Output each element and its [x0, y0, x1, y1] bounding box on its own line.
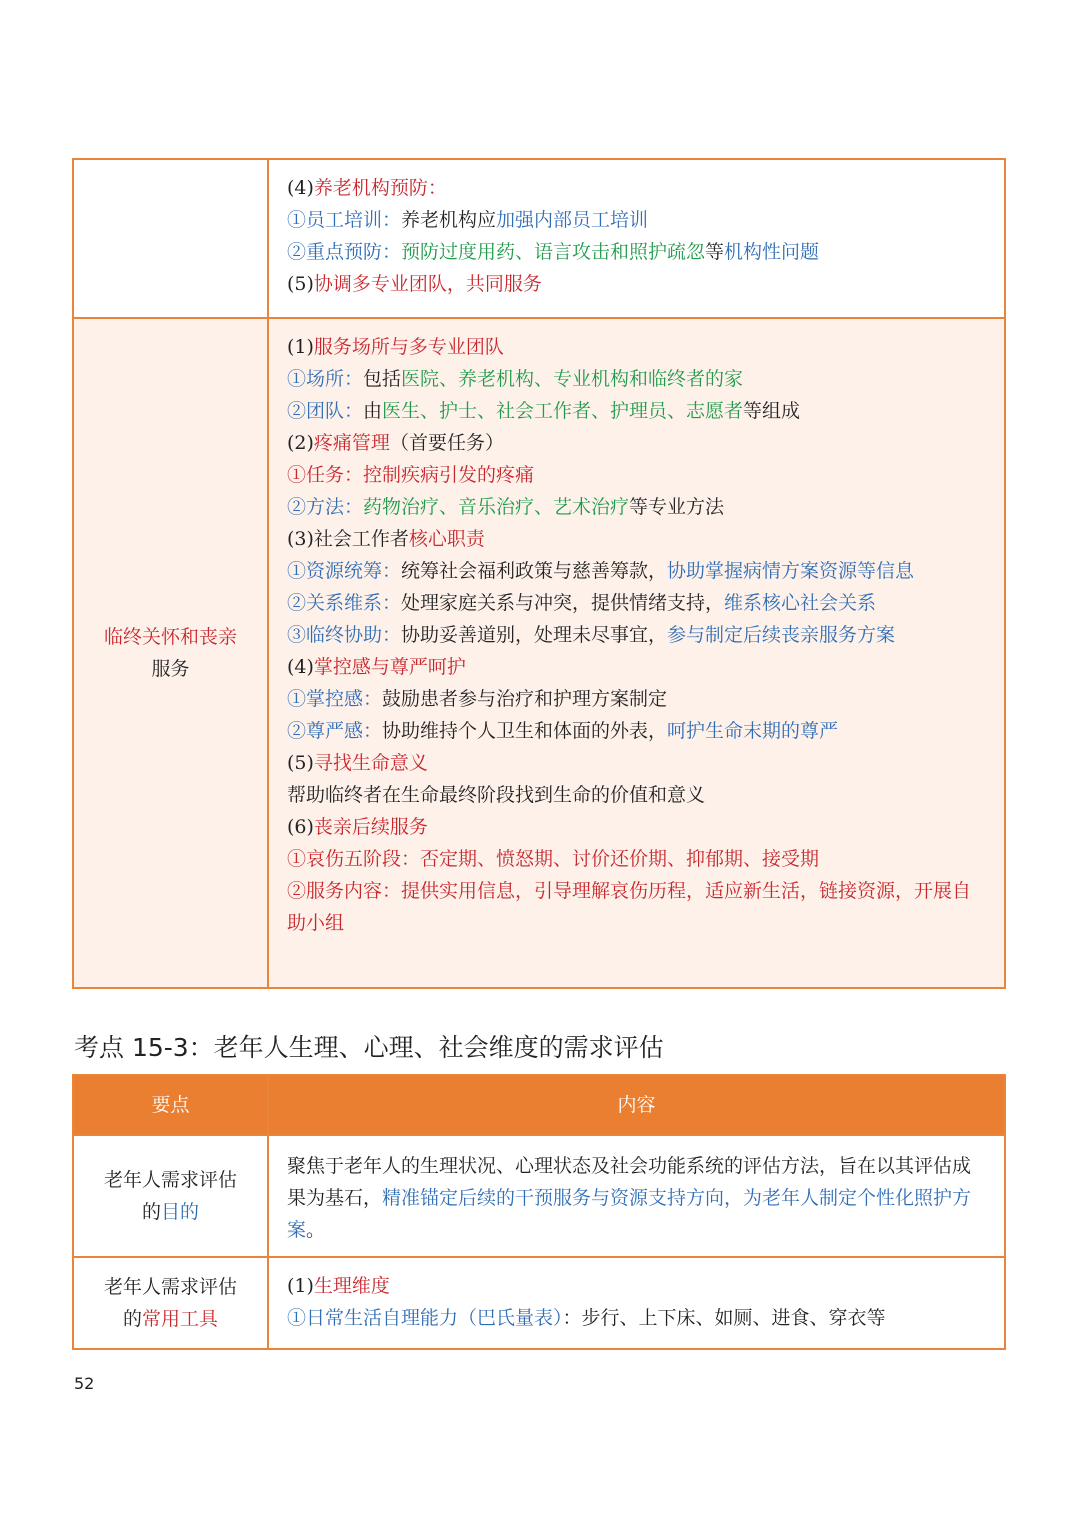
- text-segment: 医院、养老机构、专业机构和临终者的家: [401, 368, 744, 390]
- text-segment: 聚焦于老年人的生理状况、心理状态及社会功能系统的评估方法，旨在以其评估成果为基石，: [287, 1155, 972, 1209]
- text-segment: （首要任务）: [389, 432, 504, 454]
- text-segment: 生理维度: [313, 1275, 390, 1297]
- text-segment: ②服务内容：提供实用信息，引导理解哀伤历程，适应新生活，链接资源，开展自助小组: [287, 880, 972, 934]
- row-label: [74, 1258, 269, 1348]
- content-line: [287, 491, 986, 523]
- text-segment: 疼痛管理: [313, 432, 390, 454]
- content-line: [287, 587, 986, 619]
- row-content: [269, 1258, 1004, 1348]
- row-label: [74, 1136, 269, 1256]
- content-line: [287, 363, 986, 395]
- text-segment: 处理家庭关系与冲突，提供情绪支持，: [401, 592, 725, 614]
- row-label: [74, 319, 269, 987]
- text-segment: 包括: [363, 368, 402, 390]
- text-segment: 等组成: [743, 400, 801, 422]
- text-segment: ①资源统筹：: [287, 560, 402, 582]
- text-segment: 。: [306, 1219, 326, 1241]
- text-segment: 机构性问题: [724, 241, 820, 263]
- content-line: [287, 459, 986, 491]
- text-segment: (2): [287, 432, 314, 454]
- content-line: [287, 1270, 986, 1302]
- content-line: [287, 843, 986, 875]
- text-segment: ①场所：: [287, 368, 364, 390]
- text-segment: (4): [287, 177, 314, 199]
- content-line: [287, 395, 986, 427]
- text-segment: ②关系维系：: [287, 592, 402, 614]
- row-label-text: 老年人需求评估: [103, 1276, 237, 1298]
- text-segment: 掌控感与尊严呵护: [313, 656, 466, 678]
- text-segment: 由: [363, 400, 383, 422]
- content-line: [287, 555, 986, 587]
- table-row-hospice-bereavement: [74, 317, 1004, 987]
- text-segment: (5): [287, 273, 314, 295]
- content-line: [287, 875, 986, 939]
- text-segment: 养老机构预防：: [313, 177, 447, 199]
- row-label: [74, 160, 269, 317]
- text-segment: 协调多专业团队，共同服务: [313, 273, 542, 295]
- text-segment: 丧亲后续服务: [313, 816, 428, 838]
- content-line: [287, 172, 986, 204]
- text-segment: 精准锚定后续的干预服务与资源支持方向，为老年人制定个性化照护方案: [287, 1187, 972, 1241]
- content-line: [287, 1150, 986, 1246]
- text-segment: 参与制定后续丧亲服务方案: [667, 624, 896, 646]
- text-segment: ①掌控感：: [287, 688, 383, 710]
- text-segment: 鼓励患者参与治疗和护理方案制定: [382, 688, 668, 710]
- text-segment: 寻找生命意义: [313, 752, 428, 774]
- content-line: [287, 204, 986, 236]
- text-segment: ：步行、上下床、如厕、进食、穿衣等: [562, 1307, 886, 1329]
- text-segment: 呵护生命末期的尊严: [667, 720, 839, 742]
- text-segment: 维系核心社会关系: [724, 592, 877, 614]
- text-segment: ①任务：: [287, 464, 364, 486]
- content-line: [287, 236, 986, 268]
- text-segment: 药物治疗、音乐治疗、艺术治疗: [363, 496, 630, 518]
- text-segment: 养老机构应: [401, 209, 497, 231]
- content-line: [287, 715, 986, 747]
- needs-assessment-table: [72, 1074, 1006, 1350]
- content-line: [287, 427, 986, 459]
- text-segment: 服务场所与多专业团队: [313, 336, 504, 358]
- content-line: [287, 268, 986, 300]
- text-segment: (4): [287, 656, 314, 678]
- text-segment: 预防过度用药、语言攻击和照护疏忽: [401, 241, 706, 263]
- content-line: [287, 811, 986, 843]
- text-segment: 协助维持个人卫生和体面的外表，: [382, 720, 668, 742]
- text-segment: ③临终协助：: [287, 624, 402, 646]
- row-content: [269, 1136, 1004, 1256]
- content-line: [287, 779, 986, 811]
- text-segment: ②方法：: [287, 496, 364, 518]
- text-segment: (1): [287, 1275, 314, 1297]
- table-row-institution-prevention: [74, 160, 1004, 317]
- text-segment: 协助妥善道别，处理未尽事宜，: [401, 624, 668, 646]
- row-content: [269, 160, 1004, 317]
- text-segment: 控制疾病引发的疼痛: [363, 464, 535, 486]
- page-number: 52: [74, 1374, 95, 1393]
- row-content: [269, 319, 1004, 987]
- text-segment: 等专业方法: [629, 496, 725, 518]
- content-line: [287, 1302, 986, 1334]
- header-key: 要点: [74, 1076, 269, 1134]
- content-line: [287, 523, 986, 555]
- text-segment: 协助掌握病情方案资源等信息: [667, 560, 915, 582]
- text-segment: ②团队：: [287, 400, 364, 422]
- content-line: [287, 331, 986, 363]
- text-segment: ①日常生活自理能力（巴氏量表）: [287, 1307, 563, 1329]
- text-segment: ②重点预防：: [287, 241, 402, 263]
- continuation-table: [72, 158, 1006, 989]
- row-label-text: 老年人需求评估: [103, 1169, 237, 1191]
- text-segment: ②尊严感：: [287, 720, 383, 742]
- text-segment: (5): [287, 752, 314, 774]
- content-line: [287, 619, 986, 651]
- text-segment: (1): [287, 336, 314, 358]
- text-segment: 帮助临终者在生命最终阶段找到生命的价值和意义: [287, 784, 706, 806]
- row-label-highlight: 常用工具: [141, 1308, 218, 1330]
- row-label-prefix: 的: [122, 1308, 142, 1330]
- row-label-highlight: 目的: [160, 1201, 199, 1223]
- text-segment: (6): [287, 816, 314, 838]
- content-line: [287, 683, 986, 715]
- text-segment: 统筹社会福利政策与慈善筹款，: [401, 560, 668, 582]
- table-row-tools: [74, 1256, 1004, 1348]
- text-segment: (3)社会工作者: [287, 528, 409, 550]
- section-heading: 考点 15-3：老年人生理、心理、社会维度的需求评估: [74, 1033, 664, 1062]
- text-segment: 加强内部员工培训: [496, 209, 649, 231]
- content-line: [287, 651, 986, 683]
- table-row-purpose: [74, 1134, 1004, 1256]
- text-segment: 医生、护士、社会工作者、护理员、志愿者: [382, 400, 744, 422]
- row-label-highlight: 临终关怀和丧亲: [103, 626, 237, 648]
- row-label-prefix: 的: [141, 1201, 161, 1223]
- text-segment: ①哀伤五阶段：否定期、愤怒期、讨价还价期、抑郁期、接受期: [287, 848, 820, 870]
- text-segment: 核心职责: [408, 528, 485, 550]
- text-segment: 等: [705, 241, 725, 263]
- text-segment: ①员工培训：: [287, 209, 402, 231]
- content-line: [287, 747, 986, 779]
- table-header: [74, 1076, 1004, 1134]
- row-label-text: 服务: [151, 658, 190, 680]
- header-value: 内容: [617, 1094, 656, 1116]
